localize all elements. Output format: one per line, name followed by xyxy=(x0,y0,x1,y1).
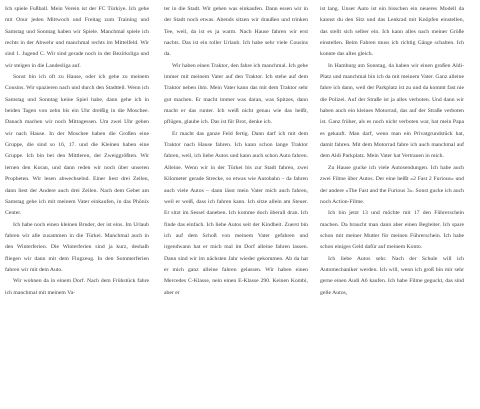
paragraph: Er macht das ganze Feld fertig. Dann darf ich mit dem Traktor nach Hause fahren. Ich kann schon lange Traktor fahren, weil, ich liebe Autos und kann auch schon Auto fahren. Alleine. Wenn wir in der Türkei bis zur Stadt fahren, zwei Kilometer gerade Strecke, so etwas wie Autobahn – da fahren auch viele Autos – dann lässt mein Vater mich auch fahren, weil er weiß, dass ich fahren kann. Ich sitze allein am Steuer. Er sitzt im Sessel daneben. Ich komme doch überall dran. Ich finde das einfach. Ich liebe Autos seit der Kindheit. Zuerst bin ich auf dem Schoß von meinem Vater gefahren und irgendwann hat er mich mal im Dorf alleine fahren lassen. Dann sind wir im nächsten Jahr wieder gekommen. Ab da hat er mich ganz alleine fahren gelassen. Wir haben einen Mercedes C-Klasse, nein einen E-Klasse 290. Keinen Kombi, aber er xyxy=(164,130,308,296)
paragraph: ist lang. Unser Auto ist ein bisschen ein neueres Modell da kannst du den Sitz und das Lenkrad mit Knöpfen einstellen, das stellt sich selber ein. Ich kann alles nach meiner Größe einstellen. Beim Fahren muss ich richtig Gänge schalten. Ich konnte das alles gleich. xyxy=(320,6,464,58)
paragraph: Wir haben einen Traktor, den fahre ich manchmal. Ich gehe immer mit meinem Vater auf den Traktor. Ich stehe auf dem Traktor neben ihm. Mein Vater kann das mit dem Traktor sehr gut machen. Er macht immer was daran, was Spitzes, dann macht er das runter. Ich weiß nicht genau wie das heißt, pflügen, glaube ich. Das ist für Brot, denke ich. xyxy=(164,62,308,126)
paragraph: Ich habe noch einen kleinen Bruder, der ist eins. Im Urlaub fahren wir alle zusammen in die Türkei. Manchmal auch in den Winterferien. Die Winterferien sind ja kurz, deshalb fliegen wir dann mit dem Flugzeug. In den Sommerferien fahren wir mit dem Auto. xyxy=(5,221,149,273)
paragraph: Zu Hause gucke ich viele Autosendungen. Ich habe auch zwei Filme über Autos. Der eine heißt »2 Fast 2 Furious« und der andere »The Fast and the Furious 3«. Sonst gucke ich auch noch Action-Filme. xyxy=(320,164,464,205)
text-column-right xyxy=(320,4,464,299)
paragraph: Wir wohnen da in einem Dorf. Nach dem Frühstück fahre ich manchmal mit meinem Va- xyxy=(5,278,149,296)
paragraph: In Hamburg am Sonntag, da haben wir einen großen Aldi-Platz und manchmal bin ich da mit meinem Vater. Ganz alleine fahre ich dann, weil der Parkplatz ist zu und da kommt fast nie die Polizei. Auf der Straße ist ja alles verboten. Und dann wir haben auch ein kleines Motorrad, das auf der Straße verboten ist. Ganz früher, als es noch nicht verboten war, hat mein Papa es gekauft. Man darf, wenn man ein Privatgrundstück hat, damit fahren. Mit dem Motorrad fahre ich auch manchmal auf dem Aldi Parkplatz. Mein Vater hat Vertrauen in mich. xyxy=(320,62,464,160)
paragraph: ter in die Stadt. Wir gehen was einkaufen. Dann essen wir in der Stadt noch etwas. Abends sitzen wir draußen und trinken Tee, weil, da ist es ja warm. Nach Hause fahren wir erst nachts. Das ist ein toller Urlaub. Ich habe sehr viele Cousins da. xyxy=(164,6,308,58)
text-column-left xyxy=(5,4,149,299)
paragraph: Ich bin jetzt 13 und möchte mit 17 den Führerschein machen. Da braucht man dann aber einen Begleiter. Ich spare schon mit meiner Mutter für meinen Führerschein. Ich habe schon einiges Geld dafür auf meinem Konto. xyxy=(320,210,464,251)
paragraph: Ich spiele Fußball. Mein Verein ist der FC Türkiye. Ich gehe mit Onur jeden Mittwoch und Freitag zum Training und Samstag und Sonntag haben wir Spiele. Manchmal spiele ich rechts in der Abwehr und manchmal rechts im Mittelfeld. Wir sind 1. Jugend C. Wir sind gerade noch in der Bezirksliga und wir steigen in die Landesliga auf. xyxy=(5,6,149,69)
paragraph: Sonst bin ich oft zu Hause, oder ich gehe zu meinem Cousins. Wir spazieren nach und durch den Stadtteil. Wenn ich Samstag und Sonntag keine Spiel habe, dann gehe ich in beiden Tagen von zehn bis ein Uhr dreißig in die Moschee. Danach machen wir noch Mittagessen. Um zwei Uhr gehen wir nach Hause. In der Moschee haben die Großen eine Gruppe, die sind so 16, 17. und die Kleinen haben eine Gruppe. Ich bin bei den Mittleren, der Zweiggrößten. Wir lernen den Koran, und dann reden wir noch über unseren Propheten. Wir lesen abwechselnd. Einer liest drei Zeilen, dann liest der Andere auch drei Zeilen. Nach dem Gebet am Samstag gehe ich mit meinem Vater einkaufen, in das Phönix Center. xyxy=(5,74,149,217)
paragraph: Ich liebe Autos sehr. Nach der Schule will ich Automechaniker werden. Ich will, wenn ich groß bin mir sehr gerne einen Audi A6 kaufen. Ich habe Filme geguckt, das sind gelle Autos, xyxy=(320,255,464,296)
text-column-middle xyxy=(164,4,308,299)
